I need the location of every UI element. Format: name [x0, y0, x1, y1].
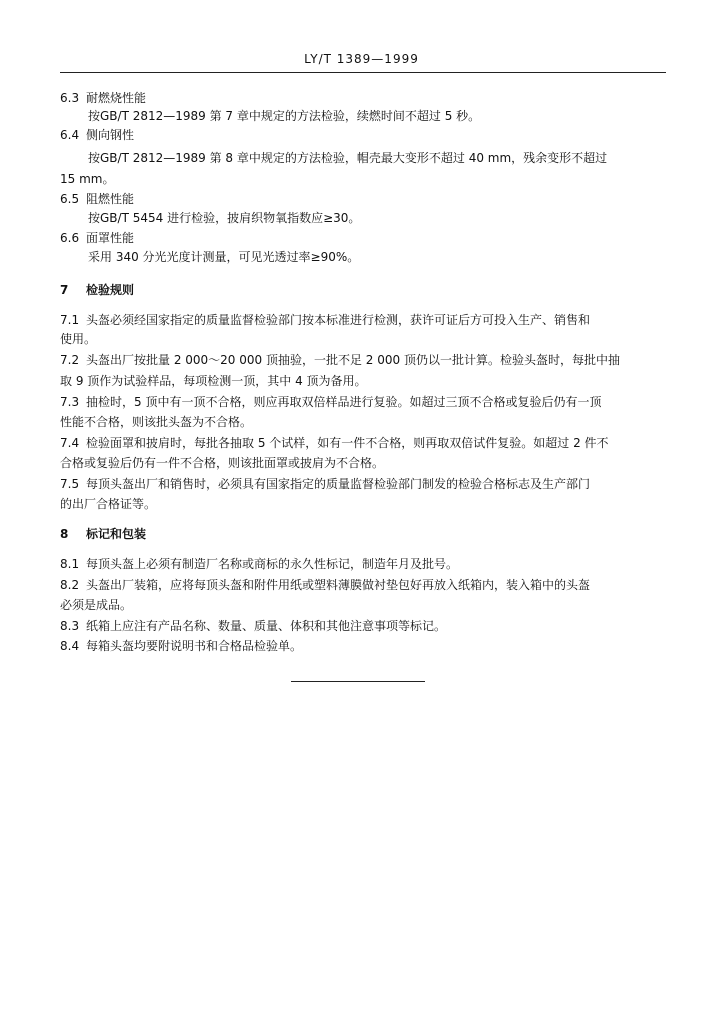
page-header: LY/T 1389—1999 — [304, 52, 419, 66]
section-7-heading — [60, 282, 134, 298]
clause-6-4-heading — [60, 127, 134, 143]
clause-7-3-line-1 — [60, 394, 601, 410]
clause-8-1-line-1 — [60, 556, 458, 572]
clause-number: 6.5 — [60, 192, 80, 206]
clause-number: 7.2 — [60, 353, 80, 367]
clause-8-4-line-1 — [60, 638, 302, 654]
clause-number: 6.6 — [60, 231, 80, 245]
clause-7-5-line-2: 的出厂合格证等。 — [60, 497, 157, 511]
clause-text: 每顶头盔出厂和销售时，必须具有国家指定的质量监督检验部门制发的检验合格标志及生产部门 — [86, 477, 591, 491]
clause-6-5-body: 按GB/T 5454 进行检验，披肩织物氧指数应≥30。 — [88, 211, 361, 225]
section-8-heading — [60, 526, 146, 542]
clause-6-6-heading — [60, 230, 134, 246]
clause-number: 7.3 — [60, 395, 80, 409]
clause-7-1-line-1 — [60, 312, 590, 328]
clause-6-6-body: 采用 340 分光光度计测量，可见光透过率≥90%。 — [88, 250, 360, 264]
section-title: 标记和包装 — [86, 527, 147, 541]
clause-7-3-line-2: 性能不合格，则该批头盔为不合格。 — [60, 415, 253, 429]
clause-text: 检验面罩和披肩时，每批各抽取 5 个试样，如有一件不合格，则再取双倍试件复验。如超过 2 件不 — [86, 436, 609, 450]
clause-number: 7.1 — [60, 313, 80, 327]
clause-6-4-body-line-1: 按GB/T 2812—1989 第 8 章中规定的方法检验，帽壳最大变形不超过 40 mm，残余变形不超过 — [88, 151, 608, 165]
section-number: 8 — [60, 527, 69, 541]
clause-text: 头盔出厂装箱，应将每顶头盔和附件用纸或塑料薄膜做衬垫包好再放入纸箱内，装入箱中的头盔 — [86, 578, 591, 592]
header-rule — [60, 72, 666, 73]
clause-text: 纸箱上应注有产品名称、数量、质量、体积和其他注意事项等标记。 — [86, 619, 447, 633]
clause-7-1-line-2: 使用。 — [60, 332, 97, 346]
clause-title: 面罩性能 — [86, 231, 135, 245]
end-of-document-rule — [291, 681, 425, 682]
clause-title: 耐燃烧性能 — [86, 91, 147, 105]
clause-number: 7.4 — [60, 436, 80, 450]
clause-title: 阻燃性能 — [86, 192, 135, 206]
clause-number: 7.5 — [60, 477, 80, 491]
clause-7-2-line-1 — [60, 352, 620, 368]
clause-6-3-heading — [60, 90, 146, 106]
clause-7-4-line-2: 合格或复验后仍有一件不合格，则该批面罩或披肩为不合格。 — [60, 456, 385, 470]
clause-6-4-body-line-2: 15 mm。 — [60, 172, 115, 186]
clause-6-5-heading — [60, 191, 134, 207]
clause-number: 8.2 — [60, 578, 80, 592]
clause-text: 头盔出厂按批量 2 000～20 000 顶抽验，一批不足 2 000 顶仍以一批计算。检验头盔时，每批中抽 — [86, 353, 620, 367]
section-title: 检验规则 — [86, 283, 135, 297]
clause-number: 8.1 — [60, 557, 80, 571]
clause-number: 6.4 — [60, 128, 80, 142]
clause-number: 6.3 — [60, 91, 80, 105]
clause-7-4-line-1 — [60, 435, 609, 451]
clause-text: 抽检时，5 顶中有一顶不合格，则应再取双倍样品进行复验。如超过三顶不合格或复验后仍有一顶 — [86, 395, 602, 409]
clause-7-2-line-2: 取 9 顶作为试验样品，每项检测一顶，其中 4 顶为备用。 — [60, 374, 367, 388]
clause-8-3-line-1 — [60, 618, 446, 634]
clause-6-3-body: 按GB/T 2812—1989 第 7 章中规定的方法检验，续燃时间不超过 5 秒。 — [88, 109, 481, 123]
clause-7-5-line-1 — [60, 476, 590, 492]
section-number: 7 — [60, 283, 69, 297]
clause-text: 每箱头盔均要附说明书和合格品检验单。 — [86, 639, 303, 653]
clause-number: 8.3 — [60, 619, 80, 633]
clause-text: 头盔必须经国家指定的质量监督检验部门按本标准进行检测，获许可证后方可投入生产、销售和 — [86, 313, 591, 327]
clause-8-2-line-1 — [60, 577, 590, 593]
clause-text: 每顶头盔上必须有制造厂名称或商标的永久性标记，制造年月及批号。 — [86, 557, 459, 571]
clause-8-2-line-2: 必须是成品。 — [60, 598, 133, 612]
clause-number: 8.4 — [60, 639, 80, 653]
clause-title: 侧向钢性 — [86, 128, 135, 142]
